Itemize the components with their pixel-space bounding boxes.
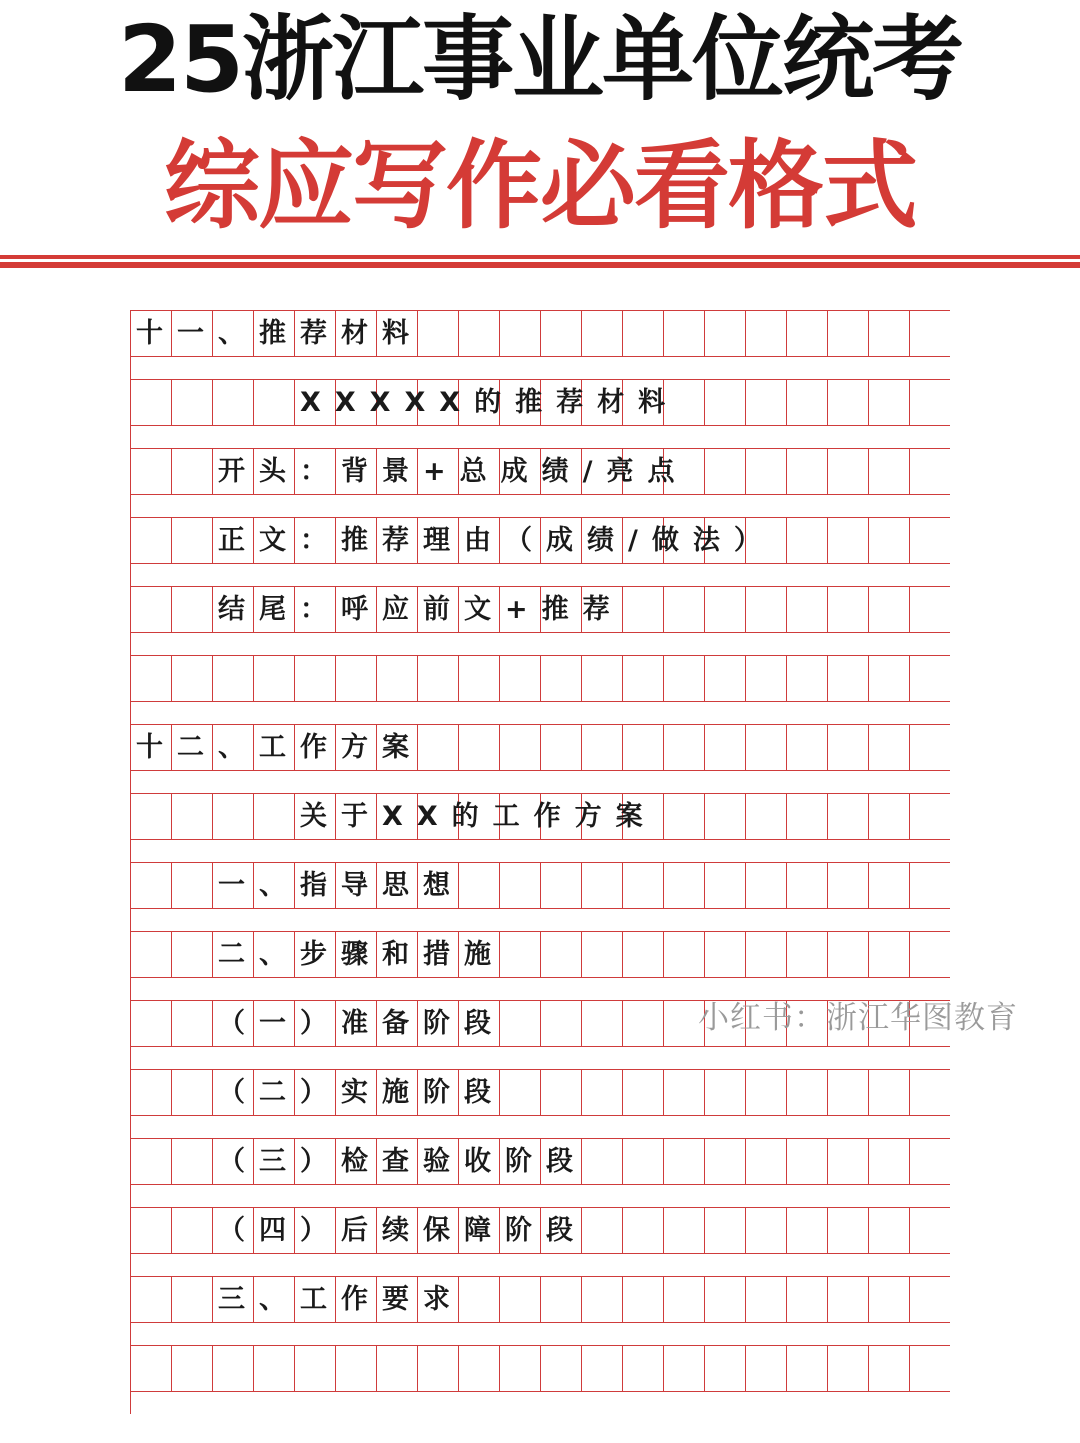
grid-line-text: 开头：背景+总成绩/亮点 [218,456,689,487]
grid-row [130,793,950,862]
grid-row [130,1069,950,1138]
grid-line-text: 十二、工作方案 [136,732,423,763]
grid-row [130,1138,950,1207]
grid-line-text: （二）实施阶段 [218,1077,505,1108]
grid-row [130,310,950,379]
grid-line-text: 二、步骤和措施 [218,939,505,970]
grid-line-text: 正文：推荐理由（成绩/做法） [218,525,775,556]
grid-line-text: （一）准备阶段 [218,1008,505,1039]
grid-row [130,724,950,793]
grid-line-text: 一、指导思想 [218,870,464,901]
grid-row [130,517,950,586]
title-line-2: 综应写作必看格式 [164,130,916,242]
grid-line-text: 三、工作要求 [218,1284,464,1315]
grid-cells [130,1345,950,1392]
watermark: 小红书：浙江华图教育 [698,1000,1018,1036]
grid-line-text: 结尾：呼应前文+推荐 [218,594,624,625]
grid-line-text: 十一、推荐材料 [136,318,423,349]
grid-line-text: （四）后续保障阶段 [218,1215,587,1246]
header-divider-thick [0,262,1080,268]
grid-row [130,931,950,1000]
grid-line-text: （三）检查验收阶段 [218,1146,587,1177]
header-divider-thin [0,255,1080,259]
grid-row [130,655,950,724]
header [0,0,1080,250]
grid-line-text: XXXXX的推荐材料 [300,387,680,418]
grid-row [130,448,950,517]
grid-row [130,1345,950,1414]
grid-line-text: 关于XX的工作方案 [300,801,657,832]
title-line-1: 25浙江事业单位统考 [117,6,963,113]
grid-cells [130,655,950,702]
writing-grid-sheet [130,310,950,1420]
grid-row [130,586,950,655]
grid-row [130,862,950,931]
grid-row [130,1207,950,1276]
grid-row [130,1276,950,1345]
grid-row [130,379,950,448]
